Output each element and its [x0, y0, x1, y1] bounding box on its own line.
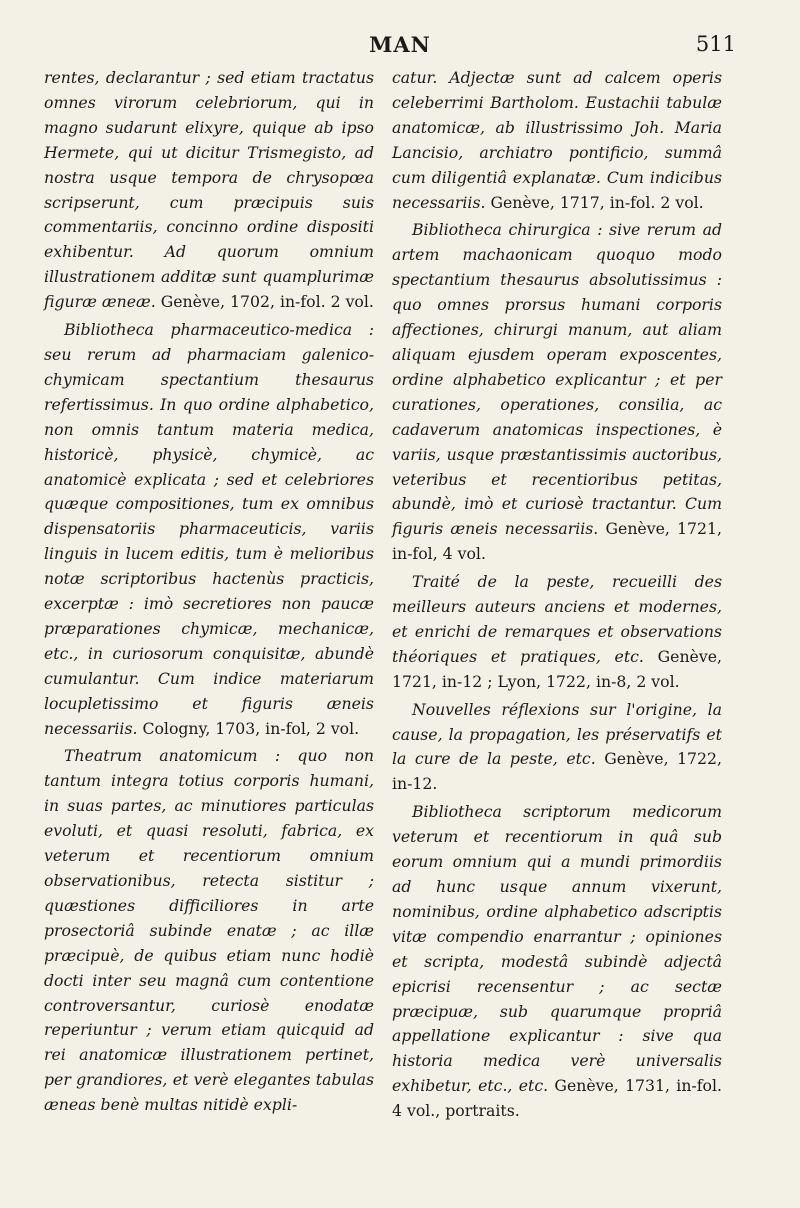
right-column	[392, 66, 722, 1124]
entry-title: Bibliotheca scriptorum medicorum veterum et recentiorum in quâ sub eorum omnium qui a mundi primordiis ad hunc usque annum vixerunt, nominibus, ordine alphabetico adscriptis vitæ compendio enarrantur ; opiniones et scripta, modestâ subindè adjectâ epicrisi recensentur ; ac sectæ præcipuæ, sub quarumque propriâ appellatione explicantur : sive qua historia medica verè universalis exhibetur, etc., etc.	[392, 802, 722, 1096]
bibliography-entry	[44, 744, 374, 1118]
bibliography-entry	[392, 66, 722, 215]
entry-title: rentes, declarantur ; sed etiam tractatus omnes virorum celebriorum, qui in magno sudarunt elixyre, quique ab ipso Hermete, qui ut dicitur Trismegisto, ad nostra usque tempora de chrysopœa scripserunt, cum præcipuis suis commentariis, concinno ordine dispositi exhibentur. Ad quorum omnium illustrationem additæ sunt quamplurimæ figuræ æneæ.	[44, 68, 374, 312]
entry-imprint: Genève, 1722, in-12.	[392, 749, 722, 794]
bibliography-entry	[44, 318, 374, 741]
left-column	[44, 66, 374, 1118]
bibliography-entry	[392, 218, 722, 567]
entry-imprint: Cologny, 1703, in-fol, 2 vol.	[142, 718, 360, 738]
entry-imprint: Genève, 1721, in-fol, 4 vol.	[392, 519, 722, 564]
page-number: 511	[695, 32, 736, 56]
entry-imprint: Genève, 1731, in-fol. 4 vol., portraits.	[392, 1076, 722, 1121]
entry-imprint: Genève, 1702, in-fol. 2 vol.	[160, 292, 374, 312]
entry-title: Bibliotheca chirurgica : sive rerum ad artem machaonicam quoquo modo spectantium thesaurus absolutissimus : quo omnes prorsus humani corporis affectiones, chirurgi manum, aut aliam aliquam ejusdem operam exposcentes, ordine alphabetico explicantur ; et per curationes, operationes, consilia, ac cadaverum anatomicas inspectiones, è variis, usque præstantissimis auctoribus, veteribus et recentioribus petitas, abundè, imò et curiosè tractantur. Cum figuris æneis necessariis.	[392, 220, 722, 539]
entry-imprint: Genève, 1721, in-12 ; Lyon, 1722, in-8, 2 vol.	[392, 646, 722, 691]
entry-imprint: Genève, 1717, in-fol. 2 vol.	[490, 192, 704, 212]
bibliography-entry	[392, 570, 722, 695]
entry-title: Traité de la peste, recueilli des meilleurs auteurs anciens et modernes, et enrichi de remarques et observations théoriques et pratiques, etc.	[392, 572, 722, 666]
bibliography-entry	[392, 800, 722, 1124]
entry-title: Theatrum anatomicum : quo non tantum integra totius corporis humani, in suas partes, ac minutiores particulas evoluti, et quasi resoluti, fabrica, ex veterum et recentiorum omnium observationibus, retecta sistitur ; quæstiones difficiliores in arte prosectoriâ subinde enatæ ; ac illæ præcipuè, de quibus etiam nunc hodiè docti inter seu magnâ cum contentione controversantur, curiosè enodatæ reperiuntur ; verum etiam quicquid ad rei anatomicæ illustrationem pertinet, per grandiores, et verè elegantes tabulas æneas benè multas nitidè expli-	[44, 746, 374, 1115]
entry-title: Bibliotheca pharmaceutico-medica : seu rerum ad pharmaciam galenico-chymicam spectantium thesaurus refertissimus. In quo ordine alphabetico, non omnis tantum materia medica, historicè, physicè, chymicè, ac anatomicè explicata ; sed et celebriores quæque compositiones, tum ex omnibus dispensatoriis pharmaceuticis, variis linguis in lucem editis, tum è melioribus notæ scriptoribus hactenùs practicis, excerptæ : imò secretiores non paucæ præparationes chymicæ, mechanicæ, etc., in curiosorum conquisitæ, abundè cumulantur. Cum indice materiarum locupletissimo et figuris æneis necessariis.	[44, 320, 374, 738]
page-header	[40, 32, 760, 62]
entry-title: Nouvelles réflexions sur l'origine, la cause, la propagation, les préservatifs et la cure de la peste, etc.	[392, 699, 722, 769]
entry-title: catur. Adjectæ sunt ad calcem operis celeberrimi Bartholom. Eustachii tabulæ anatomicæ, ab illustrissimo Joh. Maria Lancisio, archiatro pontificio, summâ cum diligentiâ explanatæ. Cum indicibus necessariis.	[392, 68, 722, 212]
running-head: MAN	[369, 32, 431, 57]
bibliography-entry	[44, 66, 374, 315]
bibliography-entry	[392, 698, 722, 798]
